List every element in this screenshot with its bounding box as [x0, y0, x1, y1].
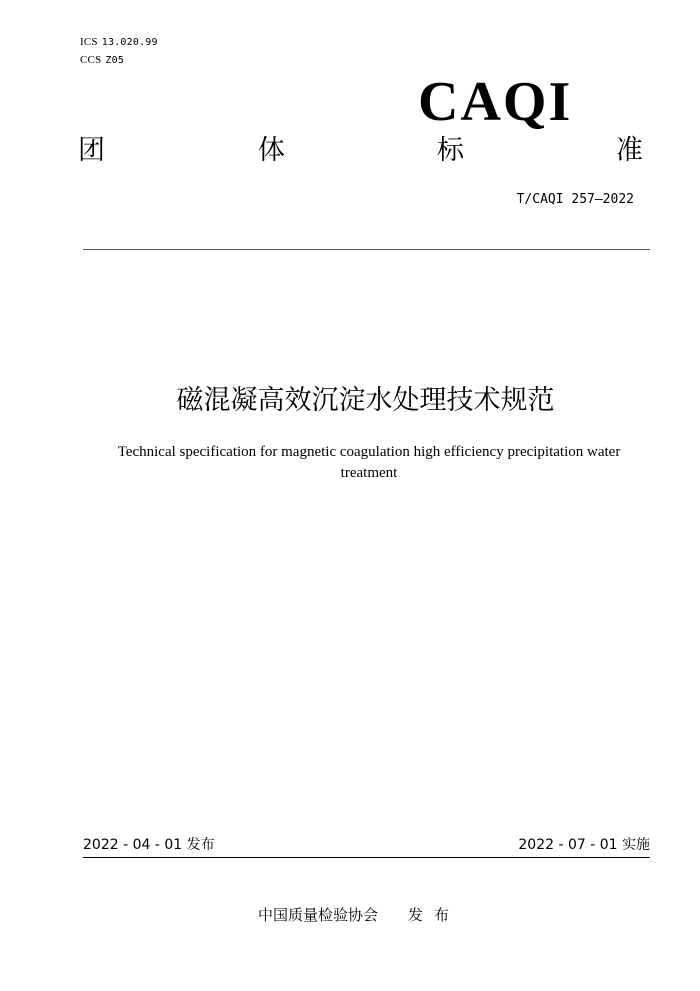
category-char-2: 体 — [258, 135, 285, 166]
publisher — [258, 905, 460, 925]
ics-code — [80, 35, 158, 50]
ccs-label: CCS — [80, 54, 102, 66]
category-char-3: 标 — [437, 135, 464, 166]
header-divider — [83, 249, 650, 250]
ccs-value: Z05 — [105, 55, 125, 66]
publisher-action: 发布 — [408, 906, 461, 924]
issue-date: 2022 - 04 - 01 发布 — [83, 837, 215, 853]
caqi-logo: CAQI — [418, 71, 573, 133]
standard-number: T/CAQI 257—2022 — [516, 192, 634, 207]
category-char-1: 团 — [78, 135, 105, 166]
implementation-date: 2022 - 07 - 01 实施 — [518, 837, 650, 853]
publisher-name: 中国质量检验协会 — [258, 906, 379, 924]
category-char-4: 准 — [616, 135, 643, 166]
ics-label: ICS — [80, 36, 98, 48]
ics-value: 13.020.99 — [101, 37, 158, 48]
title-chinese: 磁混凝高效沉淀水处理技术规范 — [176, 385, 555, 416]
title-english: Technical specification for magnetic coagulation high efficiency precipitation water treatment — [117, 444, 621, 481]
footer-divider — [83, 857, 650, 858]
ccs-code — [80, 53, 124, 68]
